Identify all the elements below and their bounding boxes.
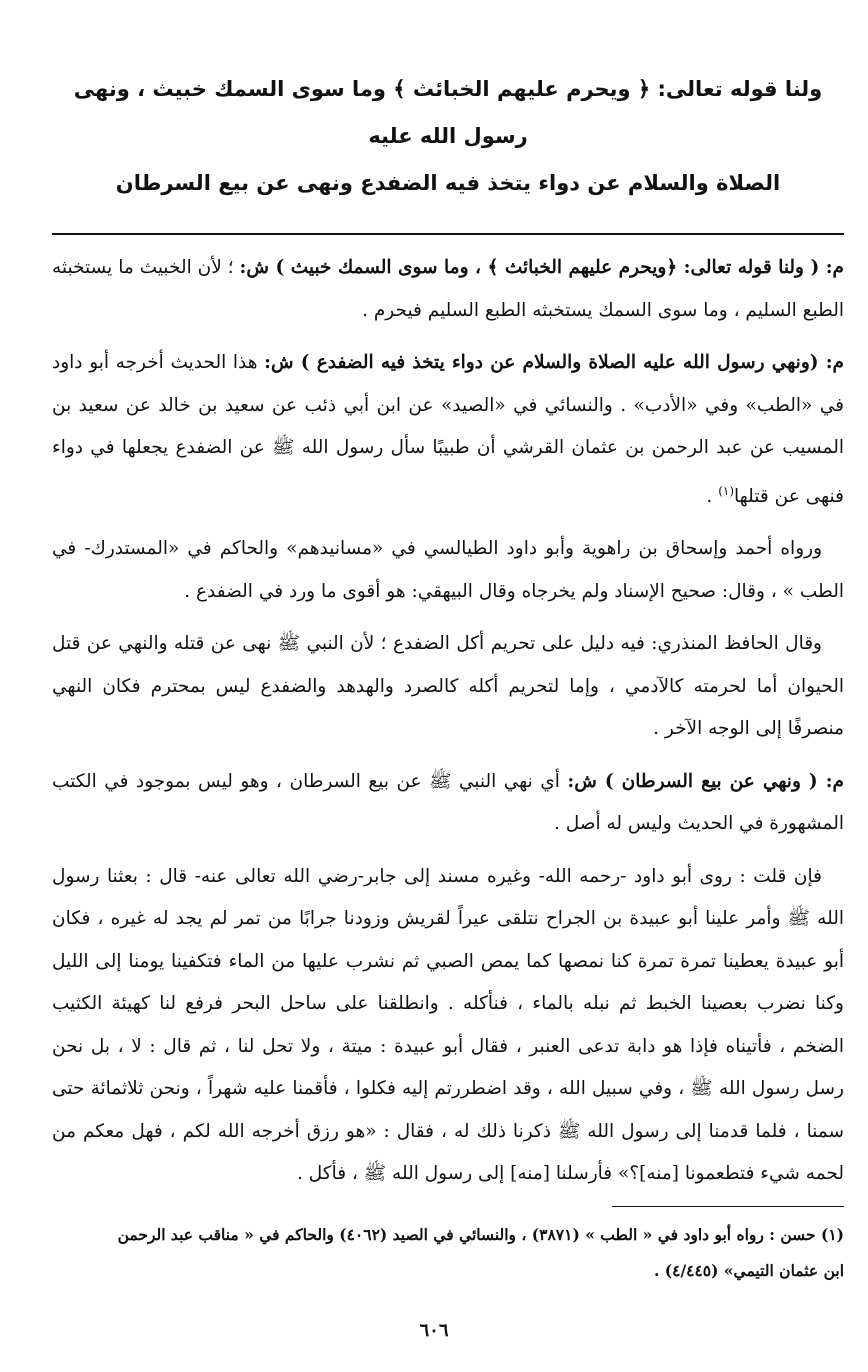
matn-line-1: ولنا قوله تعالى: ﴿ ويحرم عليهم الخبائث ﴾ وما سوى السمك خبيث ، ونهى رسول الله عليه (73, 77, 823, 148)
matn-quote: م: ( ولنا قوله تعالى: ﴿ويحرم عليهم الخبائث ﴾ ، وما سوى السمك خبيث ) ش: (239, 257, 845, 278)
footnote-divider (612, 1206, 844, 1207)
commentary-text: أي نهي النبي ﷺ عن بيع السرطان ، وهو ليس بموجود في الكتب المشهورة في الحديث وليس له أصل . (52, 770, 844, 835)
matn-line-2: الصلاة والسلام عن دواء يتخذ فيه الضفدع ونهى عن بيع السرطان (115, 171, 781, 195)
commentary-text-end: . (706, 485, 719, 507)
commentary-text: ؛ لأن الخبيث ما يستخبثه الطبع السليم ، وما سوى السمك يستخبثه الطبع السليم فيحرم . (52, 257, 844, 321)
footnote-ref[interactable]: (١) (718, 483, 735, 498)
matn-quote: م: (ونهي رسول الله عليه الصلاة والسلام عن دواء يتخذ فيه الضفدع ) ش: (264, 352, 844, 373)
commentary-paragraph: وقال الحافظ المنذري: فيه دليل على تحريم أكل الضفدع ؛ لأن النبي ﷺ نهى عن قتله والنهي عن قتل الحيوان أما لحرمته كالآدمي ، وإما لتحريم أكله كالصرد والهدهد والضفدع ليس بمحترم فكان النهي منصرفًا إلى الوجه الآخر . (52, 633, 844, 740)
matn-text (52, 66, 844, 207)
commentary-paragraph (52, 342, 844, 518)
matn-divider (52, 233, 844, 235)
commentary-paragraph (52, 247, 844, 332)
footnote-line-1: (١) حسن : رواه أبو داود في « الطب » (٣٨٧١) ، والنسائي في الصيد (٤٠٦٢) والحاكم في « مناقب عبد الرحمن (117, 1224, 844, 1244)
matn-quote: م: ( ونهي عن بيع السرطان ) ش: (567, 770, 844, 792)
commentary (52, 247, 844, 1196)
footnote-line-2: ابن عثمان التيمي» (٤/٤٤٥) . (654, 1260, 844, 1280)
commentary-paragraph: فإن قلت : روى أبو داود -رحمه الله- وغيره مسند إلى جابر-رضي الله تعالى عنه- قال : بعثنا رسول الله ﷺ وأمر علينا أبو عبيدة بن الجراح نتلقى عيراً لقريش وزودنا جرابًا من تمر لم يجد له غيره ، فكان أبو عبيدة يعطينا تمرة تمرة كنا نمصها كما يمص الصبي ثم نشرب عليها من الماء فتكفينا يومنا إلى الليل وكنا نضرب بعصينا الخبط ثم نبله بالماء ، فنأكله . وانطلقنا على ساحل البحر فرفع لنا كهيئة الكثيب الضخم ، فأتيناه فإذا هو دابة تدعى العنبر ، فقال أبو عبيدة : ميتة ، ولا تحل لنا ، ثم قال : لا ، بل نحن رسل رسول الله ﷺ ، وفي سبيل الله ، وقد اضطررتم إليه فكلوا ، فأقمنا عليه شهراً ، ونحن ثلاثمائة حتى سمنا ، فلما قدمنا إلى رسول الله ﷺ ذكرنا ذلك له ، فقال : «هو رزق أخرجه الله لكم ، فهل معكم من لحمه شيء فتطعمونا [منه]؟» فأرسلنا [منه] إلى رسول الله ﷺ ، فأكل . (52, 865, 844, 1185)
footnotes (52, 1217, 844, 1289)
page-number: ٦٠٦ (419, 1320, 449, 1341)
page-body (52, 66, 844, 1356)
commentary-paragraph: ورواه أحمد وإسحاق بن راهوية وأبو داود الطيالسي في «مسانيدهم» والحاكم في «المستدرك- في الطب » ، وقال: صحيح الإسناد ولم يخرجاه وقال البيهقي: هو أقوى ما ورد في الضفدع . (52, 538, 844, 602)
commentary-text: هذا الحديث أخرجه أبو داود في «الطب» وفي «الأدب» . والنسائي في «الصيد» عن ابن أبي ذئب عن سعيد بن خالد عن سعيد بن المسيب عن عبد الرحمن بن عثمان القرشي أن طبيبًا سأل رسول الله ﷺ عن الضفدع يجعلها في دواء فنهى عن قتلها (52, 352, 844, 507)
commentary-paragraph (52, 761, 844, 846)
